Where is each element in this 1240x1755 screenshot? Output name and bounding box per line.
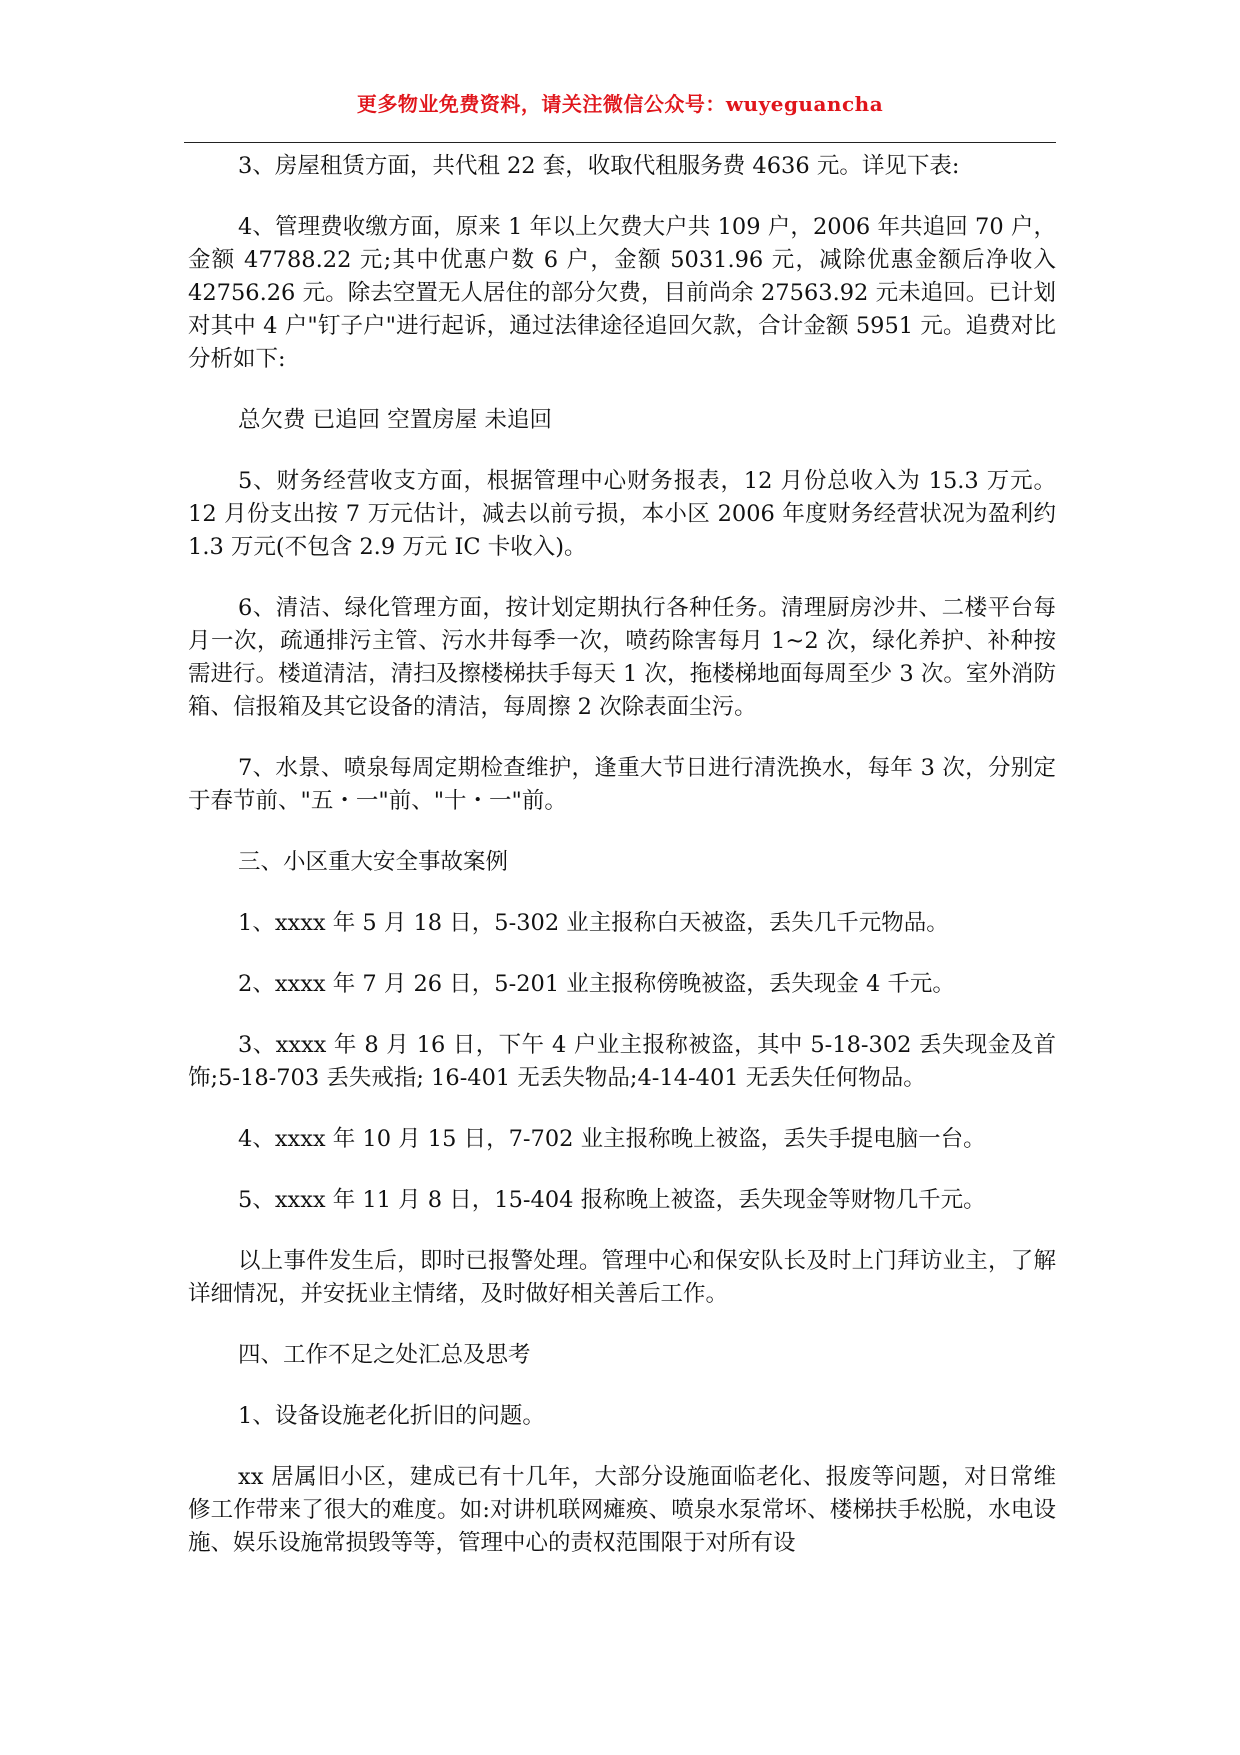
paragraph-incident-5: 5、xxxx 年 11 月 8 日，15-404 报称晚上被盗，丢失现金等财物几千元。 — [238, 1187, 986, 1213]
paragraph-cleaning: 6、清洁、绿化管理方面，按计划定期执行各种任务。清理厨房沙井、二楼平台每月一次，疏通排污主管、污水井每季一次，喷药除害每月 1~2 次，绿化养护、补种按需进行。楼道清洁，清扫及擦楼梯扶手每天 1 次，拖楼梯地面每周至少 3 次。室外消防箱、信报箱及其它设备的清洁，每周擦 2 次除表面尘污。 — [188, 595, 1056, 720]
paragraph-incident-followup: 以上事件发生后，即时已报警处理。管理中心和保安队长及时上门拜访业主，了解详细情况，并安抚业主情绪，及时做好相关善后工作。 — [188, 1248, 1056, 1307]
paragraph-rental: 3、房屋租赁方面，共代租 22 套，收取代租服务费 4636 元。详见下表: — [238, 153, 960, 179]
header-divider — [184, 142, 1056, 143]
paragraph-incident-1: 1、xxxx 年 5 月 18 日，5-302 业主报称白天被盗，丢失几千元物品。 — [238, 910, 949, 936]
paragraph-fountain: 7、水景、喷泉每周定期检查维护，逢重大节日进行清洗换水，每年 3 次，分别定于春节前、"五・一"前、"十・一"前。 — [188, 755, 1056, 814]
section-heading-shortcomings: 四、工作不足之处汇总及思考 — [238, 1342, 531, 1368]
paragraph-incident-4: 4、xxxx 年 10 月 15 日，7-702 业主报称晚上被盗，丢失手提电脑一台。 — [238, 1126, 986, 1152]
paragraph-management-fee: 4、管理费收缴方面，原来 1 年以上欠费大户共 109 户，2006 年共追回 70 户，金额 47788.22 元;其中优惠户数 6 户，金额 5031.96 元，减除优惠金额后净收入 42756.26 元。除去空置无人居住的部分欠费，目前尚余 27563.92 元未追回。已计划对其中 4 户"钉子户"进行起诉，通过法律途径追回欠款，合计金额 5951 元。追费对比分析如下: — [188, 214, 1056, 372]
paragraph-fee-table-headers: 总欠费 已追回 空置房屋 未追回 — [238, 407, 552, 433]
paragraph-incident-2: 2、xxxx 年 7 月 26 日，5-201 业主报称傍晚被盗，丢失现金 4 千元。 — [238, 971, 955, 997]
section-heading-safety: 三、小区重大安全事故案例 — [238, 849, 509, 875]
header-promo-text: 更多物业免费资料，请关注微信公众号：wuyeguancha — [356, 92, 884, 116]
paragraph-issue-1-title: 1、设备设施老化折旧的问题。 — [238, 1403, 545, 1429]
paragraph-incident-3: 3、xxxx 年 8 月 16 日，下午 4 户业主报称被盗，其中 5-18-302 丢失现金及首饰;5-18-703 丢失戒指; 16-401 无丢失物品;4-14-401 无丢失任何物品。 — [188, 1032, 1056, 1091]
paragraph-issue-1-body: xx 居属旧小区，建成已有十几年，大部分设施面临老化、报废等问题，对日常维修工作带来了很大的难度。如:对讲机联网瘫痪、喷泉水泵常坏、楼梯扶手松脱，水电设施、娱乐设施常损毁等等，管理中心的责权范围限于对所有设 — [188, 1464, 1056, 1556]
paragraph-finance: 5、财务经营收支方面，根据管理中心财务报表，12 月份总收入为 15.3 万元。12 月份支出按 7 万元估计，减去以前亏损，本小区 2006 年度财务经营状况为盈利约 1.3 万元(不包含 2.9 万元 IC 卡收入)。 — [188, 468, 1056, 560]
document-body — [188, 150, 1056, 1588]
